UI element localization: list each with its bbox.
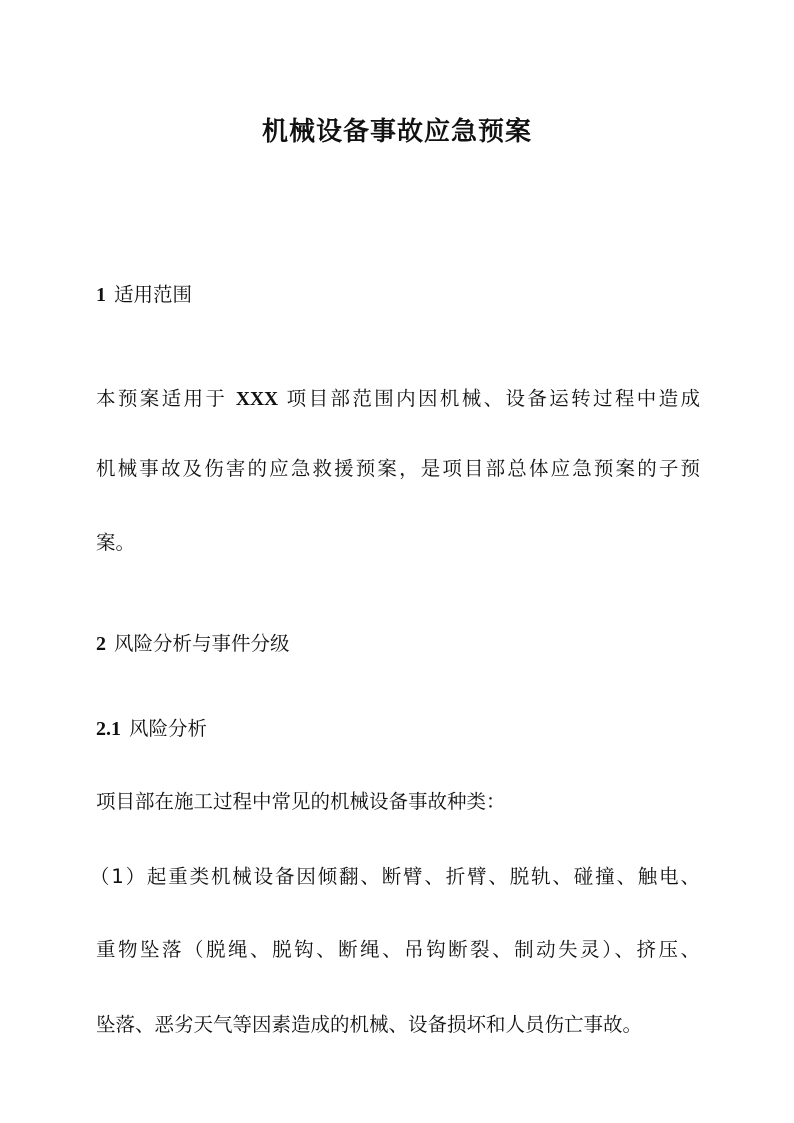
section-heading-2 [96, 630, 290, 658]
paragraph-line: 机械事故及伤害的应急救援预案，是项目部总体应急预案的子预 [96, 457, 700, 480]
project-name-placeholder: XXX [235, 389, 279, 410]
list-item-line: 坠落、恶劣天气等因素造成的机械、设备损坏和人员伤亡事故。 [96, 1013, 643, 1036]
subsection-heading-2-1 [96, 715, 207, 743]
subsection-title: 风险分析 [129, 717, 208, 740]
text-run: 项目部范围内因机械、设备运转过程中造成 [278, 387, 701, 410]
list-item-line: （1）起重类机械设备因倾翻、断臂、折臂、脱轨、碰撞、触电、 [90, 865, 700, 888]
section-title: 适用范围 [114, 283, 193, 306]
section-title: 风险分析与事件分级 [114, 632, 290, 655]
paragraph-line [96, 385, 700, 414]
section-number: 1 [96, 284, 106, 306]
text-run: 本预案适用于 [96, 387, 236, 410]
list-item-line: 重物坠落（脱绳、脱钩、断绳、吊钩断裂、制动失灵）、挤压、 [96, 938, 700, 961]
document-title: 机械设备事故应急预案 [261, 117, 532, 147]
section-heading-1 [96, 281, 192, 309]
section-number: 2 [96, 633, 106, 655]
paragraph-line: 案。 [96, 531, 136, 554]
subsection-number: 2.1 [96, 718, 121, 740]
paragraph-line: 项目部在施工过程中常见的机械设备事故种类： [96, 790, 506, 813]
